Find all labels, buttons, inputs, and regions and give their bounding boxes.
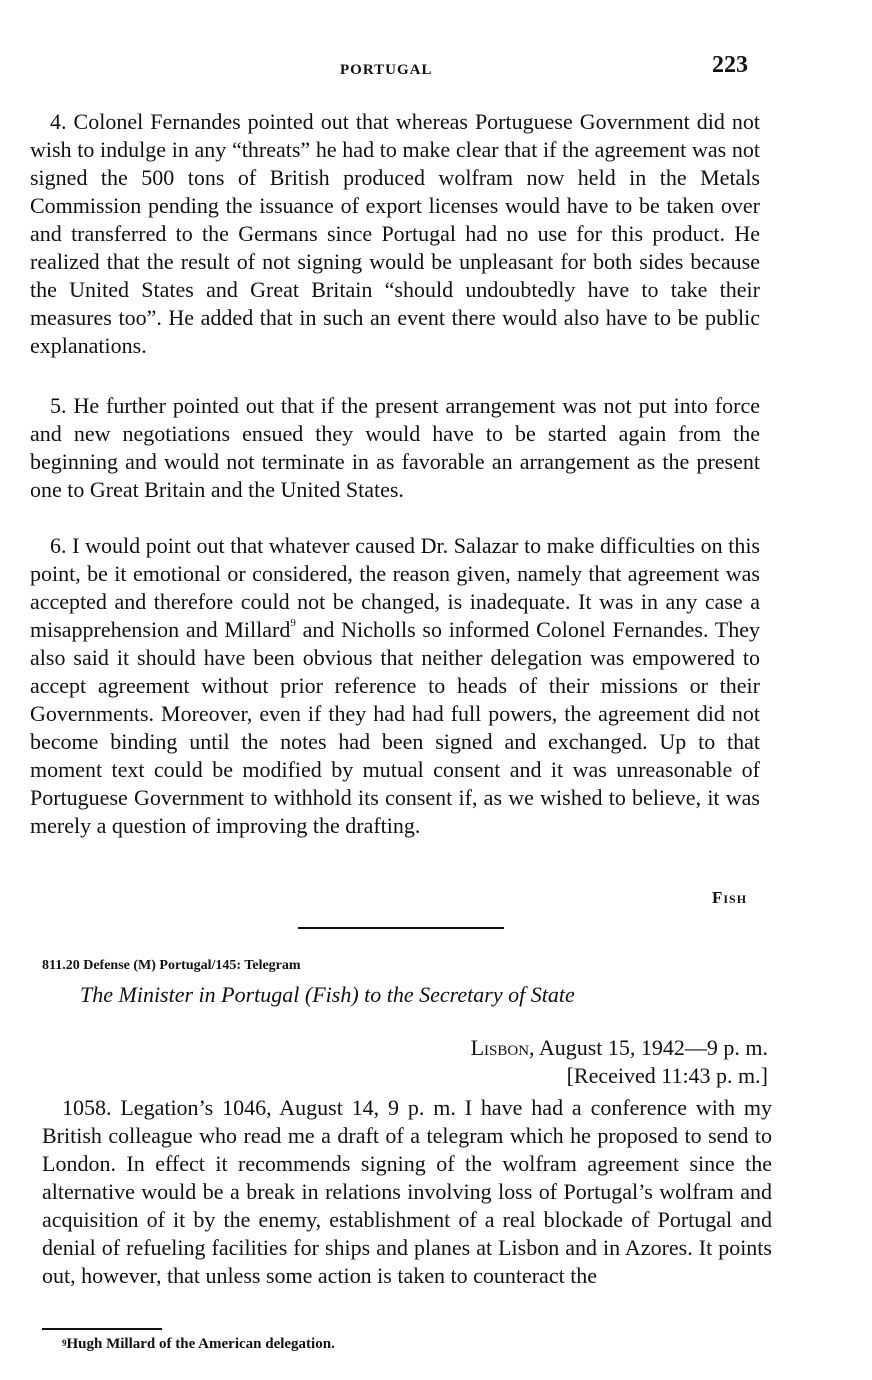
dateline-date: , August 15, 1942—9 p. m. [529,1035,768,1060]
dateline-place: Lisbon [470,1035,530,1060]
paragraph-6-text-1: 6. I would point out that whatever caused Dr. Salazar to make difficulties on this point, be it emotional or considered, the reason given, namely that agreement was accepted and therefore could not be changed, is inadequate. It was in any case a misapprehension and Millard [30,533,760,642]
telegram-body: 1058. Legation’s 1046, August 14, 9 p. m. I have had a conference with my British colleague who read me a draft of a telegram which he proposed to send to London. In effect it recommends signing of the wolfram agreement since the alternative would be a break in relations involving loss of Portugal’s wolfram and acquisition of it by the enemy, establishment of a real blockade of Portugal and denial of refueling facilities for ships and planes at Lisbon and in Azores. It points out, however, that unless some action is taken to counteract the [42,1095,772,1288]
running-head: PORTUGAL [340,62,433,78]
document-title: The Minister in Portugal (Fish) to the Secretary of State [80,982,575,1007]
dateline [471,1034,768,1090]
footnote [62,1336,335,1353]
footnote-text: Hugh Millard of the American delegation. [66,1336,335,1352]
paragraph-4: 4. Colonel Fernandes pointed out that whereas Portuguese Government did not wish to indulge in any “threats” he had to make clear that if the agreement was not signed the 500 tons of British produced wolfram now held in the Metals Commission pending the issuance of export licenses would have to be taken over and transferred to the Germans since Portugal had no use for this product. He realized that the result of not signing would be unpleasant for both sides because the United States and Great Britain “should undoubtedly have to take their measures too”. He added that in such an event there would also have to be public explanations. [30,109,760,358]
footnote-reference: 9 [290,617,296,629]
footnote-divider [42,1328,162,1330]
signature: Fish [712,888,748,907]
paragraph-5: 5. He further pointed out that if the present arrangement was not put into force and new negotiations ensued they would have to be started again from the beginning and would not terminate in as favorable an arrangement as the present one to Great Britain and the United States. [30,393,760,502]
received-note: [Received 11:43 p. m.] [566,1063,768,1088]
paragraph-6 [30,532,760,840]
file-reference: 811.20 Defense (M) Portugal/145: Telegram [42,958,301,973]
paragraph-6-text-2: and Nicholls so informed Colonel Fernandes. They also said it should have been obvious that neither delegation was empowered to accept agreement without prior reference to heads of their missions or their Governments. Moreover, even if they had had full powers, the agreement did not become binding until the notes had been signed and exchanged. Up to that moment text could be modified by mutual consent and it was unreasonable of Portuguese Government to withhold its consent if, as we wished to believe, it was merely a question of improving the drafting. [30,617,760,838]
page-number: 223 [712,52,748,78]
footnote-marker: 9 [62,1338,67,1348]
section-divider [298,927,504,929]
